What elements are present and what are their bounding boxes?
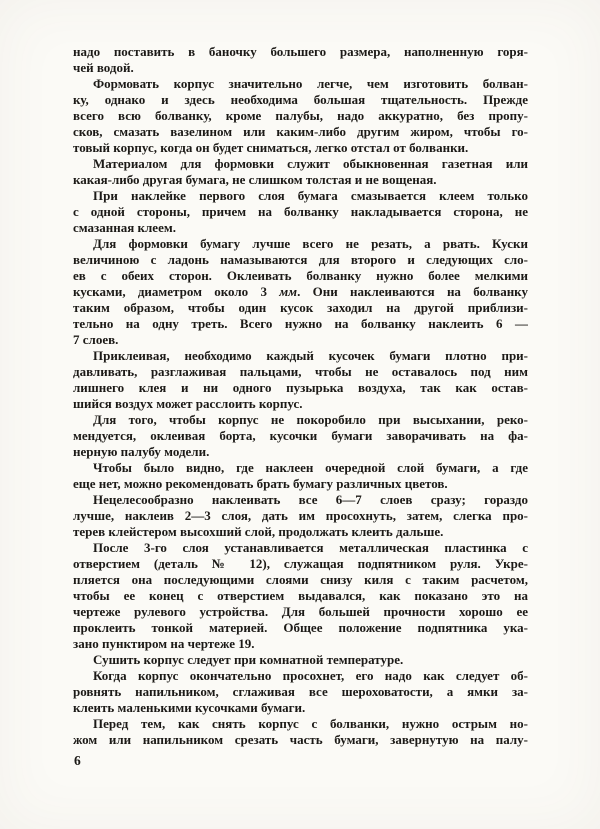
text-line: тельно на одну треть. Всего нужно на болванку наклеить 6 — (73, 316, 528, 331)
text-line: После 3-го слоя устанавливается металлическая пластинка с (93, 540, 528, 555)
page-number: 6 (74, 753, 81, 768)
text-line: какая-либо другая бумага, не слишком толстая и не вощеная. (73, 172, 437, 187)
text-line: Сушить корпус следует при комнатной температуре. (93, 652, 404, 667)
text-line: надо поставить в баночку большего размера, наполненную горя- (73, 44, 528, 59)
text-line: товый корпус, когда он будет сниматься, легко отстал от болванки. (73, 140, 469, 155)
text-line: таким образом, чтобы один кусок заходил на другой приблизи- (73, 300, 528, 315)
text-line: терев клейстером высохший слой, продолжать клеить дальше. (73, 524, 444, 539)
text-line: Для того, чтобы корпус не покоробило при высыхании, реко- (93, 412, 528, 427)
text-line: Когда корпус окончательно просохнет, его надо как следует об- (93, 668, 528, 683)
text-line: величиною с ладонь намазываются для второго и следующих сло- (73, 252, 528, 267)
text-line: с одной стороны, причем на болванку накладывается сторона, не (73, 204, 528, 219)
text-line: жом или напильником срезать часть бумаги, завернутую на палу- (73, 732, 528, 747)
text-line: нерную палубу модели. (73, 444, 210, 459)
text-line: шийся воздух может расслоить корпус. (73, 396, 303, 411)
text-segment: . Они наклеиваются на болванку (297, 284, 528, 299)
text-line: клеить маленькими кусочками бумаги. (73, 700, 306, 715)
text-line: всего всю болванку, кроме палубы, надо аккуратно, без пропу- (73, 108, 528, 123)
text-segment: мм (279, 284, 298, 299)
text-line: пляется она последующими слоями снизу киля с таким расчетом, (73, 572, 528, 587)
text-line: Материалом для формовки служит обыкновенная газетная или (93, 156, 528, 171)
text-line: ев с обеих сторон. Оклеивать болванку нужно более мелкими (73, 268, 528, 283)
text-line: Формовать корпус значительно легче, чем изготовить болван- (93, 76, 528, 91)
text-line: чтобы ее конец с отверстием выдавался, как показано это на (73, 588, 528, 603)
text-line: сков, смазать вазелином или каким-либо другим жиром, чтобы го- (73, 124, 528, 139)
text-column (73, 44, 528, 748)
text-line: смазанная клеем. (73, 220, 176, 235)
text-line: отверстием (деталь № 12), служащая подпятником руля. Укре- (73, 556, 528, 571)
text-line: Для формовки бумагу лучше всего не резать, а рвать. Куски (93, 236, 528, 251)
text-line: Нецелесообразно наклеивать все 6—7 слоев сразу; гораздо (93, 492, 528, 507)
text-line: зано пунктиром на чертеже 19. (73, 636, 255, 651)
text-line: лучше, наклеив 2—3 слоя, дать им просохнуть, затем, слегка про- (73, 508, 528, 523)
text-line: ровнять напильником, сглаживая все шероховатости, а ямки за- (73, 684, 528, 699)
text-line (73, 284, 528, 300)
text-segment: кусками, диаметром около 3 (73, 284, 280, 299)
text-line: ку, однако и здесь необходима большая тщательность. Прежде (73, 92, 528, 107)
text-line: чей водой. (73, 60, 134, 75)
text-line: чертеже рулевого устройства. Для большей прочности хорошо ее (73, 604, 528, 619)
text-line: давливать, разглаживая пальцами, чтобы не оставалось под ним (73, 364, 528, 379)
text-line: 7 слоев. (73, 332, 119, 347)
text-line: еще нет, можно рекомендовать брать бумагу различных цветов. (73, 476, 448, 491)
text-line: Чтобы было видно, где наклеен очередной слой бумаги, а где (93, 460, 528, 475)
text-line: мендуется, оклеивая борта, кусочки бумаги заворачивать на фа- (73, 428, 528, 443)
text-line: Приклеивая, необходимо каждый кусочек бумаги плотно при- (93, 348, 528, 363)
text-line: При наклейке первого слоя бумага смазывается клеем только (93, 188, 528, 203)
text-line: лишнего клея и ни одного пузырька воздуха, так как остав- (73, 380, 528, 395)
text-line: проклеить тонкой материей. Общее положение подпятника ука- (73, 620, 528, 635)
text-line: Перед тем, как снять корпус с болванки, нужно острым но- (93, 716, 528, 731)
